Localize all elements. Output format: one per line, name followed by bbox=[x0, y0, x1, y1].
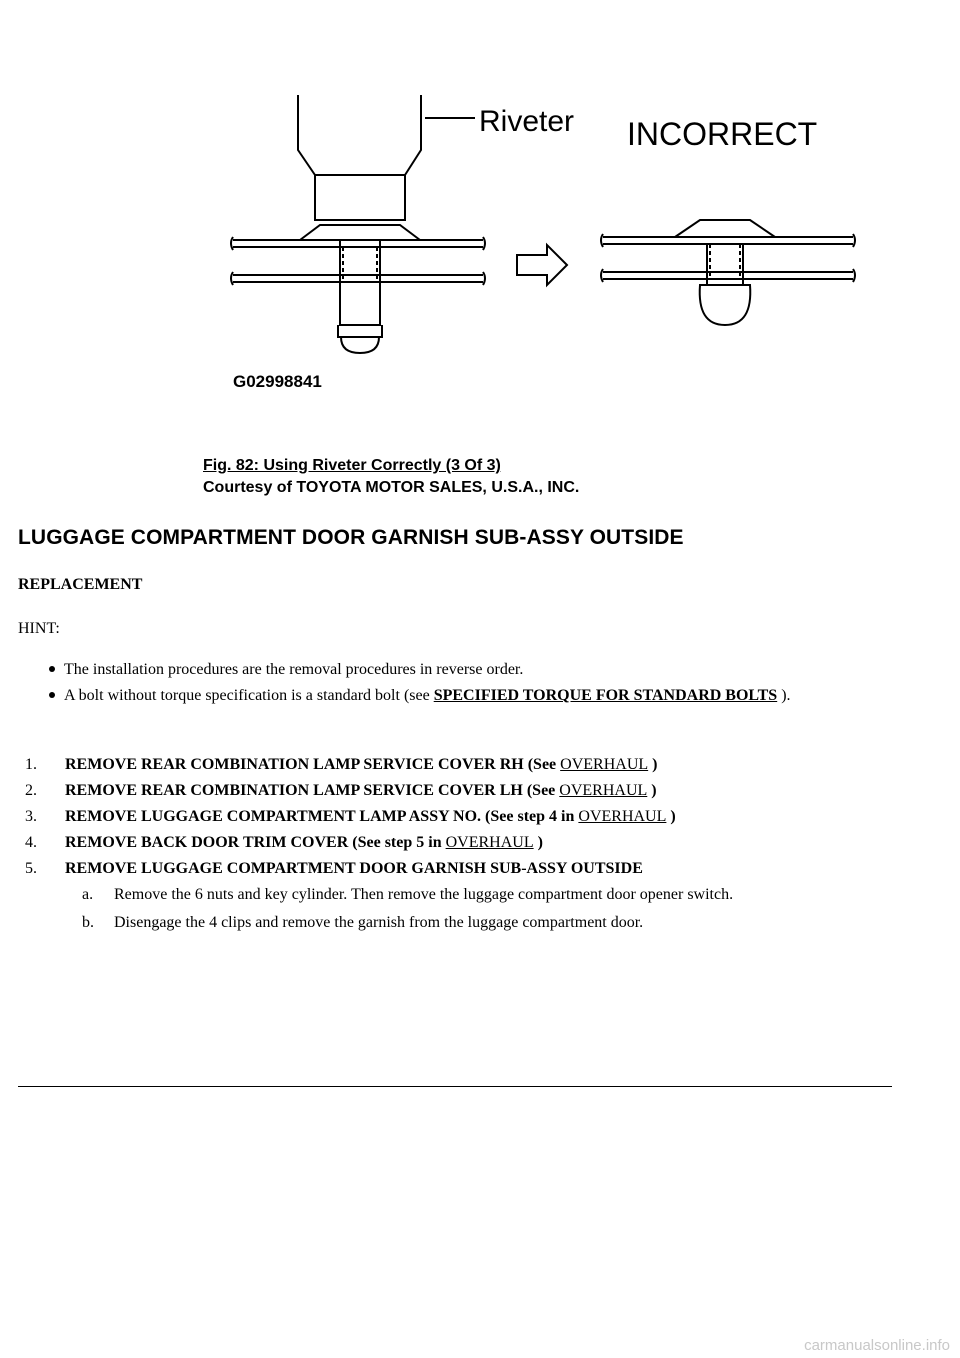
bullet-icon bbox=[49, 692, 55, 698]
section-heading: LUGGAGE COMPARTMENT DOOR GARNISH SUB-ASSY OUTSIDE bbox=[18, 526, 684, 549]
label-riveter: Riveter bbox=[479, 105, 575, 138]
bullet-text: A bolt without torque specification is a standard bolt (see bbox=[64, 687, 434, 704]
figure-id: G02998841 bbox=[233, 372, 322, 391]
riveter-tool bbox=[298, 95, 421, 220]
step-text: REMOVE BACK DOOR TRIM COVER (See step 5 in bbox=[65, 834, 446, 851]
list-item bbox=[64, 685, 874, 706]
step-text: REMOVE LUGGAGE COMPARTMENT DOOR GARNISH SUB-ASSY OUTSIDE bbox=[65, 860, 643, 877]
label-incorrect: INCORRECT bbox=[627, 116, 818, 152]
step-text-after: ) bbox=[533, 834, 543, 851]
step-text-after: ) bbox=[648, 756, 658, 773]
step-list bbox=[18, 756, 898, 931]
list-item bbox=[64, 659, 874, 680]
riveter-diagram bbox=[225, 85, 865, 395]
link-overhaul[interactable]: OVERHAUL bbox=[559, 782, 648, 799]
bullet-text-after: ). bbox=[777, 687, 791, 704]
rivet-head-left bbox=[300, 225, 420, 240]
link-overhaul[interactable]: OVERHAUL bbox=[445, 834, 534, 851]
caption-courtesy: Courtesy of TOYOTA MOTOR SALES, U.S.A., INC. bbox=[203, 479, 580, 496]
step-number: 1. bbox=[25, 756, 37, 773]
link-overhaul[interactable]: OVERHAUL bbox=[560, 756, 649, 773]
bullet-text: The installation procedures are the removal procedures in reverse order. bbox=[64, 661, 524, 678]
substep-item bbox=[18, 886, 898, 914]
riveter-figure bbox=[225, 85, 865, 395]
link-overhaul[interactable]: OVERHAUL bbox=[578, 808, 667, 825]
step-text: REMOVE REAR COMBINATION LAMP SERVICE COVER RH (See bbox=[65, 756, 561, 773]
sub-heading: REPLACEMENT bbox=[18, 576, 143, 593]
substep-number: a. bbox=[82, 886, 94, 903]
step-number: 5. bbox=[25, 860, 37, 877]
step-text: REMOVE REAR COMBINATION LAMP SERVICE COVER LH (See bbox=[65, 782, 560, 799]
substep-text: Remove the 6 nuts and key cylinder. Then remove the luggage compartment door opener switch. bbox=[114, 886, 734, 903]
step-item bbox=[18, 782, 898, 808]
substep-text: Disengage the 4 clips and remove the garnish from the luggage compartment door. bbox=[114, 914, 644, 931]
substep-list bbox=[18, 886, 898, 942]
divider bbox=[18, 1086, 892, 1087]
rivet-head-right bbox=[675, 220, 775, 237]
hint-list bbox=[64, 659, 874, 711]
step-item bbox=[18, 834, 898, 860]
step-text-after: ) bbox=[666, 808, 676, 825]
step-text: REMOVE LUGGAGE COMPARTMENT LAMP ASSY NO. (See step 4 in bbox=[65, 808, 579, 825]
bullet-icon bbox=[49, 666, 55, 672]
caption-title: Fig. 82: Using Riveter Correctly (3 Of 3) bbox=[203, 457, 501, 474]
link-specified-torque[interactable]: SPECIFIED TORQUE FOR STANDARD BOLTS bbox=[433, 687, 778, 704]
substep-item bbox=[18, 914, 898, 942]
arrow-right-icon bbox=[517, 245, 567, 285]
watermark: carmanualsonline.info bbox=[804, 1337, 950, 1354]
hint-label: HINT: bbox=[18, 620, 60, 637]
step-item bbox=[18, 756, 898, 782]
substep-number: b. bbox=[82, 914, 94, 931]
step-number: 4. bbox=[25, 834, 37, 851]
rivet-end-right bbox=[700, 285, 751, 325]
step-number: 2. bbox=[25, 782, 37, 799]
figure-caption bbox=[203, 455, 579, 499]
step-number: 3. bbox=[25, 808, 37, 825]
step-text-after: ) bbox=[647, 782, 657, 799]
step-item bbox=[18, 860, 898, 931]
step-item bbox=[18, 808, 898, 834]
